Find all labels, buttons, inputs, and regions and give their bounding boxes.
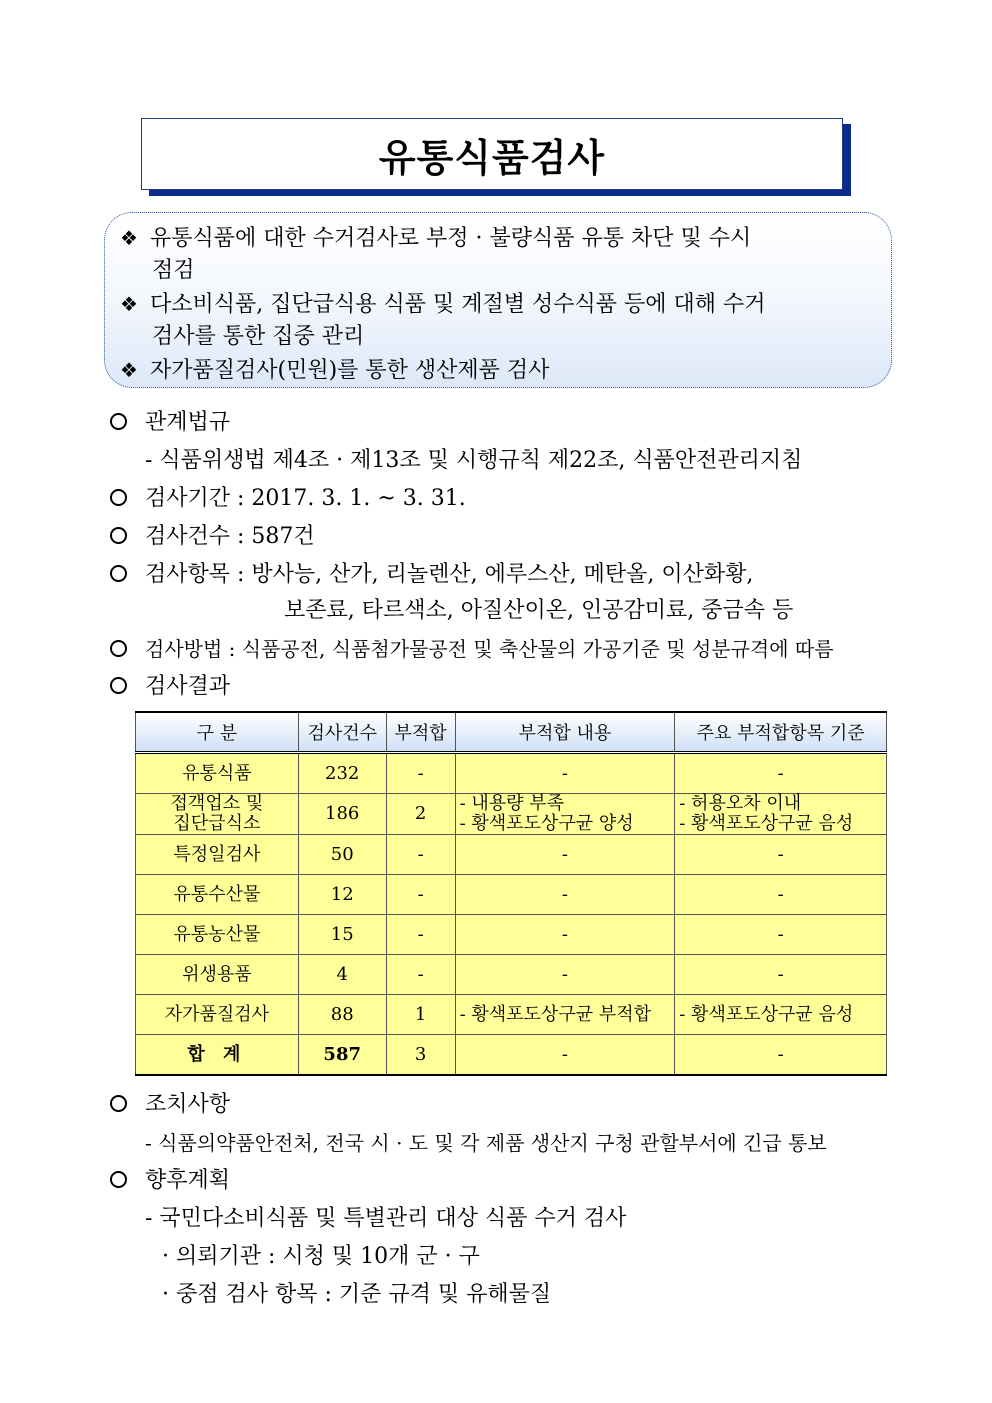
cell-fail: -	[386, 915, 455, 955]
plan-sub-1: · 의뢰기관 : 시청 및 10개 군 · 구	[162, 1244, 480, 1269]
table-total-row	[136, 1035, 887, 1076]
cell-count: 15	[298, 915, 386, 955]
cell-content	[455, 875, 675, 915]
method-line: 검사방법 : 식품공전, 식품첨가물공전 및 축산물의 가공기준 및 성분규격에 따름	[110, 634, 834, 664]
plan-sub-2: · 중점 검사 항목 : 기준 규격 및 유해물질	[162, 1282, 552, 1307]
cell-category-line: 유통수산물	[173, 883, 261, 905]
cell-standard	[675, 915, 887, 955]
total-content: -	[455, 1035, 675, 1076]
cell-category-line: 특정일검사	[173, 843, 261, 865]
cell-content	[455, 835, 675, 875]
cell-content-line: - 내용량 부족	[459, 793, 565, 814]
table-row	[136, 875, 887, 915]
cell-category-line: 위생용품	[182, 963, 252, 985]
cell-fail: -	[386, 875, 455, 915]
cell-standard-line: -	[777, 843, 784, 865]
cell-fail: -	[386, 955, 455, 995]
cell-category-line: 유통식품	[182, 762, 252, 784]
summary-item-2-cont: 검사를 통한 집중 관리	[152, 324, 365, 349]
plan-heading: 향후계획	[110, 1166, 230, 1196]
circle-bullet-icon	[110, 1095, 127, 1112]
cell-fail: 1	[386, 995, 455, 1035]
cell-standard	[675, 835, 887, 875]
cell-standard-line: - 허용오차 이내	[679, 793, 802, 814]
results-heading: 검사결과	[110, 672, 230, 702]
cell-standard-line: -	[777, 923, 784, 945]
cell-content	[455, 995, 675, 1035]
action-heading: 조치사항	[110, 1090, 230, 1120]
cell-fail: -	[386, 753, 455, 794]
circle-bullet-icon	[110, 677, 127, 694]
diamond-bullet-icon: ❖	[120, 358, 138, 382]
table-row	[136, 794, 887, 835]
header-standard: 주요 부적합항목 기준	[675, 712, 887, 753]
cell-count: 186	[298, 794, 386, 835]
circle-bullet-icon	[110, 640, 127, 657]
cell-category	[136, 753, 299, 794]
cell-standard	[675, 995, 887, 1035]
circle-bullet-icon	[110, 565, 127, 582]
cell-category	[136, 995, 299, 1035]
cell-count: 232	[298, 753, 386, 794]
cell-content	[455, 753, 675, 794]
cell-content-line: -	[561, 923, 568, 945]
cell-standard	[675, 875, 887, 915]
cell-count: 12	[298, 875, 386, 915]
cell-category-line: 집단급식소	[173, 813, 261, 834]
total-label: 합 계	[136, 1035, 299, 1076]
total-fail: 3	[386, 1035, 455, 1076]
cell-category-line: 접객업소 및	[170, 793, 264, 814]
cell-content-line: - 황색포도상구균 양성	[459, 813, 634, 834]
cell-standard	[675, 794, 887, 835]
title-box	[141, 118, 843, 190]
summary-item-1: ❖ 유통식품에 대한 수거검사로 부정 · 불량식품 유통 차단 및 수시	[120, 223, 751, 254]
diamond-bullet-icon: ❖	[120, 292, 138, 316]
cell-category	[136, 915, 299, 955]
cell-fail: 2	[386, 794, 455, 835]
circle-bullet-icon	[110, 413, 127, 430]
table-row	[136, 995, 887, 1035]
cell-content-line: -	[561, 963, 568, 985]
cell-standard-line: -	[777, 963, 784, 985]
circle-bullet-icon	[110, 527, 127, 544]
cell-content-line: - 황색포도상구균 부적합	[459, 1003, 651, 1025]
law-detail: - 식품위생법 제4조 · 제13조 및 시행규칙 제22조, 식품안전관리지침	[145, 448, 803, 473]
header-category: 구 분	[136, 712, 299, 753]
cell-content-line: -	[561, 843, 568, 865]
count-line: 검사건수 : 587건	[110, 522, 315, 552]
items-line-cont: 보존료, 타르색소, 아질산이온, 인공감미료, 중금속 등	[284, 598, 794, 623]
cell-standard-line: - 황색포도상구균 음성	[679, 1003, 854, 1025]
cell-content	[455, 794, 675, 835]
cell-category	[136, 955, 299, 995]
law-heading: 관계법규	[110, 408, 230, 438]
cell-count: 4	[298, 955, 386, 995]
table-row	[136, 915, 887, 955]
plan-detail: - 국민다소비식품 및 특별관리 대상 식품 수거 검사	[145, 1206, 627, 1231]
cell-count: 88	[298, 995, 386, 1035]
table-row	[136, 835, 887, 875]
page-title: 유통식품검사	[378, 135, 606, 180]
cell-content	[455, 915, 675, 955]
circle-bullet-icon	[110, 1171, 127, 1188]
table-row	[136, 753, 887, 794]
cell-category-line: 자가품질검사	[164, 1003, 270, 1025]
cell-category	[136, 794, 299, 835]
header-content: 부적합 내용	[455, 712, 675, 753]
cell-content	[455, 955, 675, 995]
items-line: 검사항목 : 방사능, 산가, 리놀렌산, 에루스산, 메탄올, 이산화황,	[110, 560, 753, 590]
period-line: 검사기간 : 2017. 3. 1. ~ 3. 31.	[110, 484, 466, 514]
table-row	[136, 955, 887, 995]
diamond-bullet-icon: ❖	[120, 226, 138, 250]
cell-standard-line: -	[777, 883, 784, 905]
total-standard: -	[675, 1035, 887, 1076]
cell-category	[136, 875, 299, 915]
cell-category	[136, 835, 299, 875]
table-header-row	[136, 712, 887, 753]
header-fail: 부적합	[386, 712, 455, 753]
cell-fail: -	[386, 835, 455, 875]
cell-content-line: -	[561, 883, 568, 905]
total-count: 587	[298, 1035, 386, 1076]
summary-item-1-cont: 점검	[152, 258, 195, 283]
cell-content-line: -	[561, 762, 568, 784]
cell-standard-line: -	[777, 762, 784, 784]
results-table	[135, 711, 887, 1076]
summary-item-3: ❖ 자가품질검사(민원)를 통한 생산제품 검사	[120, 355, 549, 386]
action-detail: - 식품의약품안전처, 전국 시 · 도 및 각 제품 생산지 구청 관할부서에 긴급 통보	[145, 1131, 827, 1155]
circle-bullet-icon	[110, 489, 127, 506]
cell-count: 50	[298, 835, 386, 875]
cell-standard-line: - 황색포도상구균 음성	[679, 813, 854, 834]
header-count: 검사건수	[298, 712, 386, 753]
summary-item-2: ❖ 다소비식품, 집단급식용 식품 및 계절별 성수식품 등에 대해 수거	[120, 289, 766, 320]
cell-category-line: 유통농산물	[173, 923, 261, 945]
cell-standard	[675, 753, 887, 794]
cell-standard	[675, 955, 887, 995]
